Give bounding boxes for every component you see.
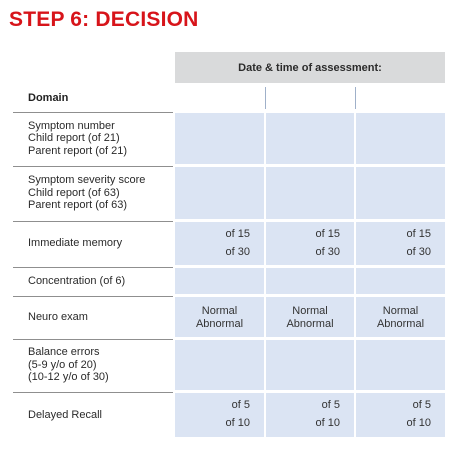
row-label-line: Balance errors [28, 346, 100, 359]
row-label-line: Parent report (of 21) [28, 144, 128, 157]
assessment-cell[interactable] [356, 297, 445, 337]
row-label [28, 393, 102, 437]
cell-score-label: of 5 [321, 398, 340, 411]
assessment-cell[interactable] [175, 297, 264, 337]
assessment-column-3-header [356, 83, 445, 111]
row-label-line: Child report (of 21) [28, 132, 120, 145]
normal-option[interactable]: Normal [382, 305, 419, 317]
row-label-line: Immediate memory [28, 237, 123, 250]
cell-score-label: of 10 [315, 417, 340, 430]
domain-column-header: Domain [28, 92, 69, 104]
row-label [28, 268, 125, 294]
row-label-line: Child report (of 63) [28, 186, 120, 199]
assessment-cell[interactable] [175, 113, 264, 164]
assessment-cell[interactable] [175, 340, 264, 390]
assessment-header-label: Date & time of assessment: [238, 61, 382, 74]
assessment-column-1-header [175, 83, 264, 111]
assessment-cell[interactable] [266, 393, 354, 437]
page-title: STEP 6: DECISION [9, 8, 199, 31]
cell-score-label: of 10 [225, 417, 250, 430]
row-label-line: (5-9 y/o of 20) [28, 358, 97, 371]
row-label-line: Symptom number [28, 119, 115, 132]
assessment-header [175, 52, 445, 83]
assessment-cell[interactable] [266, 297, 354, 337]
row-label-line: Delayed Recall [28, 408, 102, 421]
assessment-cell[interactable] [356, 167, 445, 219]
row-label-line: Neuro exam [28, 310, 88, 323]
row-label [28, 167, 145, 219]
normal-option[interactable]: Normal [292, 305, 328, 317]
assessment-cell[interactable] [356, 340, 445, 390]
assessment-cell[interactable] [266, 167, 354, 219]
cell-score-label: of 30 [315, 245, 340, 258]
cell-score-label: of 15 [315, 227, 340, 240]
assessment-cell[interactable] [266, 113, 354, 164]
assessment-column-2-header [266, 83, 354, 111]
abnormal-option[interactable]: Abnormal [286, 318, 334, 330]
assessment-cell[interactable] [175, 222, 264, 265]
cell-score-label: of 30 [225, 245, 250, 258]
abnormal-option[interactable]: Abnormal [376, 318, 425, 330]
cell-score-label: of 10 [406, 417, 431, 430]
row-label-line: (10-12 y/o of 30) [28, 371, 109, 384]
cell-score-label: of 15 [406, 227, 431, 240]
row-label [28, 340, 109, 390]
abnormal-option[interactable]: Abnormal [195, 318, 244, 330]
assessment-cell[interactable] [266, 268, 354, 294]
assessment-cell[interactable] [356, 268, 445, 294]
assessment-cell[interactable] [266, 340, 354, 390]
row-label-line: Concentration (of 6) [28, 274, 126, 287]
row-label [28, 113, 127, 164]
row-label [28, 297, 88, 337]
assessment-cell[interactable] [356, 222, 445, 265]
cell-score-label: of 5 [412, 398, 431, 411]
column-divider [355, 87, 356, 109]
row-label-line: Symptom severity score [28, 174, 146, 187]
assessment-cell[interactable] [356, 113, 445, 164]
assessment-cell[interactable] [175, 167, 264, 219]
row-label-line: Parent report (of 63) [28, 199, 128, 212]
assessment-cell[interactable] [356, 393, 445, 437]
normal-option[interactable]: Normal [201, 305, 238, 317]
cell-score-label: of 30 [406, 245, 431, 258]
cell-score-label: of 15 [225, 227, 250, 240]
column-divider [265, 87, 266, 109]
assessment-cell[interactable] [266, 222, 354, 265]
cell-score-label: of 5 [231, 398, 250, 411]
row-label [28, 222, 122, 265]
assessment-cell[interactable] [175, 393, 264, 437]
assessment-cell[interactable] [175, 268, 264, 294]
